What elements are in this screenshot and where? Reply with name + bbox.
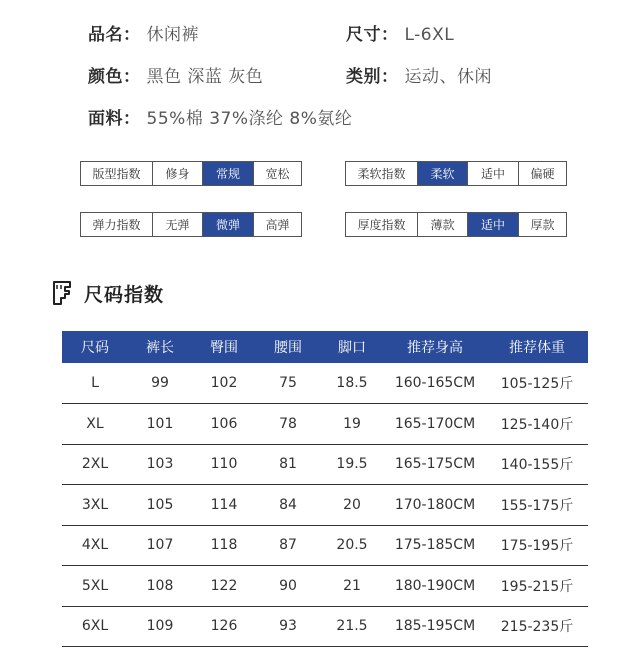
table-cell: 175-195斤 — [486, 525, 588, 566]
column-header: 推荐体重 — [486, 331, 588, 363]
product-category-label: 类别： — [346, 67, 399, 87]
table-cell: 165-170CM — [384, 404, 486, 445]
product-color-label: 颜色： — [88, 67, 141, 87]
table-cell: 103 — [128, 444, 192, 485]
softness-option: 柔软 — [417, 162, 467, 185]
table-cell: 78 — [256, 404, 320, 445]
table-row — [62, 444, 588, 485]
product-size-label: 尺寸： — [346, 25, 399, 45]
table-row — [62, 404, 588, 445]
table-cell: 107 — [128, 525, 192, 566]
table-cell: 75 — [256, 363, 320, 404]
elasticity-index-label: 弹力指数 — [92, 218, 141, 232]
table-cell: 106 — [192, 404, 256, 445]
table-row — [62, 525, 588, 566]
column-header: 腰围 — [256, 331, 320, 363]
fit-option: 常规 — [202, 162, 253, 185]
table-cell: 118 — [192, 525, 256, 566]
column-header: 脚口 — [320, 331, 384, 363]
table-cell: 215-235斤 — [486, 606, 588, 647]
table-header-row — [62, 331, 588, 363]
table-cell: 195-215斤 — [486, 566, 588, 607]
size-chart-title: 尺码指数 — [84, 283, 165, 306]
product-fabric-value: 55%棉 37%涤纶 8%氨纶 — [146, 109, 353, 129]
table-row — [62, 606, 588, 647]
table-cell: 18.5 — [320, 363, 384, 404]
softness-index-label: 柔软指数 — [357, 167, 406, 181]
product-color-row — [88, 62, 263, 87]
size-table — [62, 331, 588, 647]
product-fabric-label: 面料： — [88, 109, 141, 129]
table-cell: 160-165CM — [384, 363, 486, 404]
ruler-icon — [52, 280, 74, 306]
thickness-option: 适中 — [467, 213, 518, 236]
table-cell: 5XL — [62, 566, 128, 607]
thickness-option: 厚款 — [518, 213, 566, 236]
product-fabric-row — [88, 104, 352, 129]
table-cell: 105 — [128, 485, 192, 526]
product-color-value: 黑色 深蓝 灰色 — [146, 67, 264, 87]
table-cell: 19.5 — [320, 444, 384, 485]
size-chart-heading — [52, 278, 164, 308]
thickness-option: 薄款 — [417, 213, 467, 236]
table-cell: 170-180CM — [384, 485, 486, 526]
table-cell: 4XL — [62, 525, 128, 566]
table-cell: 126 — [192, 606, 256, 647]
fit-index-scale — [80, 161, 302, 186]
elasticity-index-scale — [80, 212, 302, 237]
column-header: 裤长 — [128, 331, 192, 363]
column-header: 尺码 — [62, 331, 128, 363]
table-cell: 114 — [192, 485, 256, 526]
elasticity-option: 高弹 — [253, 213, 301, 236]
softness-option: 适中 — [467, 162, 518, 185]
elasticity-option: 无弹 — [152, 213, 202, 236]
product-size-row — [346, 20, 454, 45]
table-cell: 101 — [128, 404, 192, 445]
product-size-value: L-6XL — [404, 25, 455, 45]
fit-index-label: 版型指数 — [92, 167, 141, 181]
table-cell: 84 — [256, 485, 320, 526]
table-cell: XL — [62, 404, 128, 445]
column-header: 臀围 — [192, 331, 256, 363]
thickness-index-scale — [345, 212, 567, 237]
product-category-value: 运动、休闲 — [404, 67, 492, 87]
table-cell: 125-140斤 — [486, 404, 588, 445]
table-cell: 180-190CM — [384, 566, 486, 607]
table-row — [62, 363, 588, 404]
product-name-label: 品名： — [88, 25, 141, 45]
table-cell: 20 — [320, 485, 384, 526]
table-cell: 87 — [256, 525, 320, 566]
fit-option: 宽松 — [253, 162, 301, 185]
table-cell: 90 — [256, 566, 320, 607]
thickness-index-label: 厚度指数 — [357, 218, 406, 232]
table-cell: 81 — [256, 444, 320, 485]
product-name-row — [88, 20, 199, 45]
elasticity-option: 微弹 — [202, 213, 253, 236]
table-cell: 99 — [128, 363, 192, 404]
column-header: 推荐身高 — [384, 331, 486, 363]
size-table-body — [62, 363, 588, 647]
table-cell: 3XL — [62, 485, 128, 526]
table-cell: 155-175斤 — [486, 485, 588, 526]
table-cell: 6XL — [62, 606, 128, 647]
softness-index-scale — [345, 161, 567, 186]
table-cell: 20.5 — [320, 525, 384, 566]
table-cell: 185-195CM — [384, 606, 486, 647]
table-cell: 122 — [192, 566, 256, 607]
product-name-value: 休闲裤 — [146, 25, 199, 45]
product-category-row — [346, 62, 492, 87]
softness-option: 偏硬 — [518, 162, 566, 185]
table-cell: 110 — [192, 444, 256, 485]
table-cell: 140-155斤 — [486, 444, 588, 485]
table-cell: 93 — [256, 606, 320, 647]
table-cell: 109 — [128, 606, 192, 647]
table-cell: 21 — [320, 566, 384, 607]
table-cell: 108 — [128, 566, 192, 607]
table-cell: 175-185CM — [384, 525, 486, 566]
table-row — [62, 485, 588, 526]
table-cell: 105-125斤 — [486, 363, 588, 404]
table-row — [62, 566, 588, 607]
table-cell: L — [62, 363, 128, 404]
table-cell: 2XL — [62, 444, 128, 485]
table-cell: 21.5 — [320, 606, 384, 647]
fit-option: 修身 — [152, 162, 202, 185]
table-cell: 19 — [320, 404, 384, 445]
table-cell: 165-175CM — [384, 444, 486, 485]
table-cell: 102 — [192, 363, 256, 404]
